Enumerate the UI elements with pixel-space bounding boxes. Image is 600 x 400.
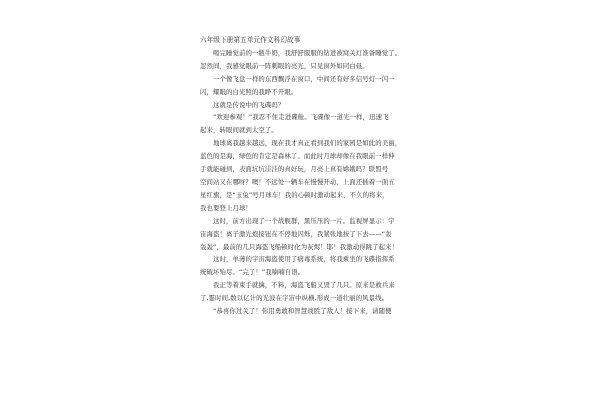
document-title: 六年级下册第五单元作文科幻故事 [200, 36, 301, 44]
paragraph-line: 一个像飞盘一样的东西飘浮在窗口，中间还有好多信号灯一闪一 [213, 74, 395, 83]
paragraph-line: “欢迎参观！”我忍不住走进碟舱。飞碟像一道光一样，迅速飞 [213, 113, 389, 122]
paragraph-line: 这时，单薄的宇宙海盗使用了病毒系统，将我乘坐的飞碟指挥系 [213, 255, 395, 264]
paragraph-line: 我也要登上月球！ [200, 203, 252, 212]
paragraph-line: 喝完睡觉前的一瓶牛奶，我舒舒服服的钻进被窝关灯准备睡觉了。 [213, 48, 402, 57]
paragraph-line: 手就能碰到，表面坑坑洼洼的真好玩，月亮上真有嫦娥吗？联盟号 [200, 165, 389, 174]
paragraph-line: 地球离我越来越远，现在我才真正看到我们的家园是如此的美丽， [213, 139, 402, 148]
paragraph-line: 闪，耀眼的白光照的我睁不开眼。 [200, 87, 298, 96]
paragraph-line: 起来，转眼间就到太空了。 [200, 126, 278, 135]
paragraph-line: 了,霎时间,数以亿计的光波在宇宙中纵横,形成一道壮丽的风景线。 [200, 294, 389, 303]
paragraph-line: 宙海盗！离子激光炮接钮在不停地闪烁，我紧张地按了下去——“轰 [200, 229, 392, 238]
paragraph-line: 这就是传说中的飞碟吗？ [213, 100, 285, 109]
paragraph-line: 忽然间，我感觉眼前一阵刺眼的亮光，只见窗外如同白昼。 [200, 61, 369, 70]
paragraph-line: 空间站又在哪呀？噢！不远处一辆车在慢慢开动，上面还插着一面五 [200, 177, 395, 186]
document-body [200, 34, 405, 318]
paragraph-line: “恭喜你过关了！你用勇敢和智慧战胜了敌人！接下来，请随便 [213, 307, 392, 316]
paragraph-line: 星红旗，是“玉兔”号月球车！我的心顿时激动起来，不久的将来， [200, 190, 389, 199]
paragraph-line: 统破坏殆尽。“完了！”我喃喃自语。 [200, 268, 305, 277]
paragraph-line: 我正等着束手就擒，不料，海盗飞船又毁了几只。原来是救兵来 [213, 281, 395, 290]
paragraph-line: 轰轰”，最前的几只海盗飞船顿时化为灰烬！耶！我激动得跳了起来！ [200, 242, 399, 251]
paragraph-line: 这时，前方出现了一个战舰群，黑压压的一片。监视屏显示：宇 [213, 216, 395, 225]
paragraph-line: 蓝色的是海，绿色的肯定是森林了。而此时月球却像在我眼前一样伸 [200, 152, 395, 161]
